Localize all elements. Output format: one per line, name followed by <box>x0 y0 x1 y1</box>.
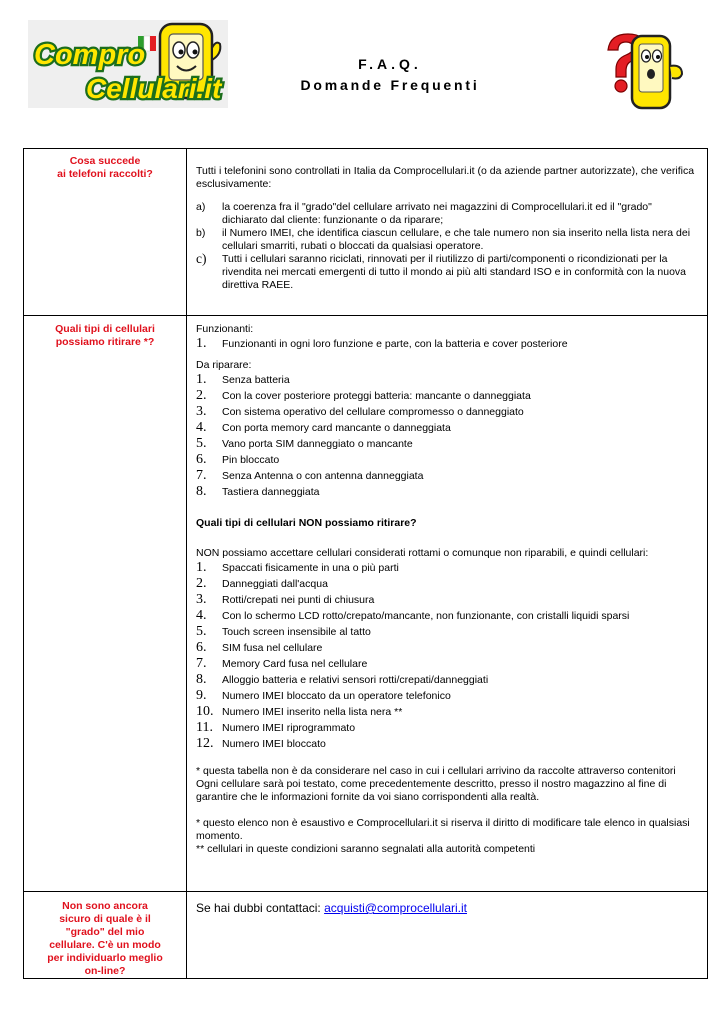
list-number: 6. <box>196 452 207 467</box>
list-item-text: Tastiera danneggiata <box>222 486 320 498</box>
list-number: 6. <box>196 640 207 655</box>
not-accepted-list <box>196 560 699 752</box>
list-item-text: Senza batteria <box>222 374 290 386</box>
list-number: 8. <box>196 672 207 687</box>
note-authorities: ** cellulari in queste condizioni saranno segnalati alla autorità competenti <box>196 843 536 855</box>
contact-line <box>196 901 699 915</box>
list-number: 11. <box>196 720 213 735</box>
list-item-text: Memory Card fusa nel cellulare <box>222 658 368 670</box>
list-number: 3. <box>196 404 207 419</box>
list-item-text: SIM fusa nel cellulare <box>222 642 323 654</box>
list-number: 9. <box>196 688 207 703</box>
not-accepted-heading: Quali tipi di cellulari NON possiamo ritirare? <box>196 517 417 529</box>
list-item-text: Pin bloccato <box>222 454 280 466</box>
list-item <box>196 560 699 576</box>
logo-text-line1: Compro <box>34 39 146 71</box>
faq-question <box>24 149 187 316</box>
list-item-text: Funzionanti in ogni loro funzione e parte, con la batteria e cover posteriore <box>222 338 568 350</box>
list-item-text: Tutti i cellulari saranno riciclati, rinnovati per il riutilizzo di parti/componenti o ricondizionati per la rivendita nei mercati emergenti di tutto il mondo ai più alti standard ISO e in conformità con la nuova direttiva RAEE. <box>222 253 686 291</box>
repair-label: Da riparare: <box>196 359 252 371</box>
list-item-text: la coerenza fra il "grado"del cellulare arrivato nei magazzini di Comprocellulari.it ed il "grado" dichiarato dal cliente: funzionante o da riparare; <box>222 201 652 226</box>
list-item <box>196 484 699 500</box>
page-title <box>260 56 520 94</box>
faq-row-grado <box>24 892 708 979</box>
list-item-text: Touch screen insensibile al tatto <box>222 626 371 638</box>
list-item <box>196 576 699 592</box>
list-number: 3. <box>196 592 207 607</box>
list-number: 10. <box>196 704 214 719</box>
contact-email-link[interactable]: acquisti@comprocellulari.it <box>324 901 467 915</box>
list-item-text: Senza Antenna o con antenna danneggiata <box>222 470 424 482</box>
list-number: 4. <box>196 608 207 623</box>
list-item-text: il Numero IMEI, che identifica ciascun cellulare, e che tale numero non sia inserito nella lista nera dei cellulari smarriti, rubati o bloccati da qualsiasi operatore. <box>222 227 691 252</box>
logo-text-line2: Cellulari.it <box>86 73 222 104</box>
answer-intro: Tutti i telefonini sono controllati in Italia da Comprocellulari.it (o da aziende partner autorizzate), che verifica esclusivamente: <box>196 165 695 190</box>
list-item <box>196 388 699 404</box>
question-raccolti: Cosa succede ai telefoni raccolti? <box>57 155 153 180</box>
list-number: 1. <box>196 336 207 351</box>
list-item <box>196 201 699 227</box>
note-containers: * questa tabella non è da considerare nel caso in cui i cellulari arrivino da raccolte attraverso contenitori <box>196 765 676 777</box>
list-item-text: Spaccati fisicamente in una o più parti <box>222 562 399 574</box>
list-item <box>196 336 699 352</box>
question-tipi: Quali tipi di cellulari possiamo ritirare *? <box>55 323 155 348</box>
contact-prefix: Se hai dubbi contattaci: <box>196 901 325 915</box>
list-item-text: Danneggiati dall'acqua <box>222 578 328 590</box>
list-number: 12. <box>196 736 214 751</box>
list-item <box>196 372 699 388</box>
list-item-text: Con la cover posteriore proteggi batteria: mancante o danneggiata <box>222 390 531 402</box>
working-list <box>196 336 699 352</box>
list-item <box>196 420 699 436</box>
working-label: Funzionanti: <box>196 323 254 335</box>
question-mark-phone-mascot-icon <box>598 30 686 116</box>
faq-question <box>24 892 187 979</box>
list-item <box>196 736 699 752</box>
title-domande-frequenti: Domande Frequenti <box>300 77 480 93</box>
faq-row-tipi <box>24 316 708 892</box>
list-item <box>196 656 699 672</box>
list-item <box>196 227 699 253</box>
list-item <box>196 688 699 704</box>
comprocellulari-logo <box>28 20 228 108</box>
note-non-exhaustive: * questo elenco non è esaustivo e Comprocellulari.it si riserva il diritto di modificare tale elenco in qualsiasi momento. <box>196 817 690 842</box>
verification-list <box>196 201 699 292</box>
list-item <box>196 452 699 468</box>
list-item <box>196 608 699 624</box>
list-item-text: Numero IMEI inserito nella lista nera ** <box>222 706 403 718</box>
list-number: 7. <box>196 656 207 671</box>
list-item-text: Con lo schermo LCD rotto/crepato/mancante, non funzionante, con cristalli liquidi sparsi <box>222 610 630 622</box>
title-faq: F.A.Q. <box>358 56 422 72</box>
faq-answer <box>187 316 708 892</box>
list-number: 5. <box>196 624 207 639</box>
question-grado: Non sono ancora sicuro di quale è il "grado" del mio cellulare. C'è un modo per individuarlo meglio on-line? <box>47 900 163 977</box>
faq-table <box>23 148 708 979</box>
list-item <box>196 672 699 688</box>
list-item-text: Numero IMEI riprogrammato <box>222 722 356 734</box>
list-number: 4. <box>196 420 207 435</box>
list-item-text: Con porta memory card mancante o danneggiata <box>222 422 451 434</box>
faq-answer <box>187 892 708 979</box>
list-marker: c) <box>196 251 207 266</box>
note-testing: Ogni cellulare sarà poi testato, come precedentemente descritto, presso il nostro magazzino al fine di garantire che le informazioni fornite da voi siano corrispondenti alla realtà. <box>196 778 667 803</box>
list-item-text: Numero IMEI bloccato <box>222 738 326 750</box>
faq-answer <box>187 149 708 316</box>
list-number: 2. <box>196 388 207 403</box>
list-number: 7. <box>196 468 207 483</box>
list-item-text: Con sistema operativo del cellulare compromesso o danneggiato <box>222 406 524 418</box>
list-item <box>196 253 699 292</box>
faq-question <box>24 316 187 892</box>
list-item <box>196 436 699 452</box>
list-item <box>196 704 699 720</box>
list-number: 2. <box>196 576 207 591</box>
list-number: 1. <box>196 560 207 575</box>
list-item <box>196 468 699 484</box>
repair-list <box>196 372 699 500</box>
not-accepted-intro: NON possiamo accettare cellulari considerati rottami o comunque non riparabili, e quindi cellulari: <box>196 547 649 559</box>
list-item <box>196 404 699 420</box>
list-item-text: Numero IMEI bloccato da un operatore telefonico <box>222 690 451 702</box>
list-marker: a) <box>196 201 206 213</box>
faq-row-raccolti <box>24 149 708 316</box>
list-item-text: Rotti/crepati nei punti di chiusura <box>222 594 375 606</box>
list-item <box>196 592 699 608</box>
list-marker: b) <box>196 227 206 239</box>
list-number: 5. <box>196 436 207 451</box>
list-item <box>196 624 699 640</box>
list-number: 1. <box>196 372 207 387</box>
list-item <box>196 720 699 736</box>
list-number: 8. <box>196 484 207 499</box>
list-item <box>196 640 699 656</box>
list-item-text: Vano porta SIM danneggiato o mancante <box>222 438 413 450</box>
list-item-text: Alloggio batteria e relativi sensori rotti/crepati/danneggiati <box>222 674 489 686</box>
